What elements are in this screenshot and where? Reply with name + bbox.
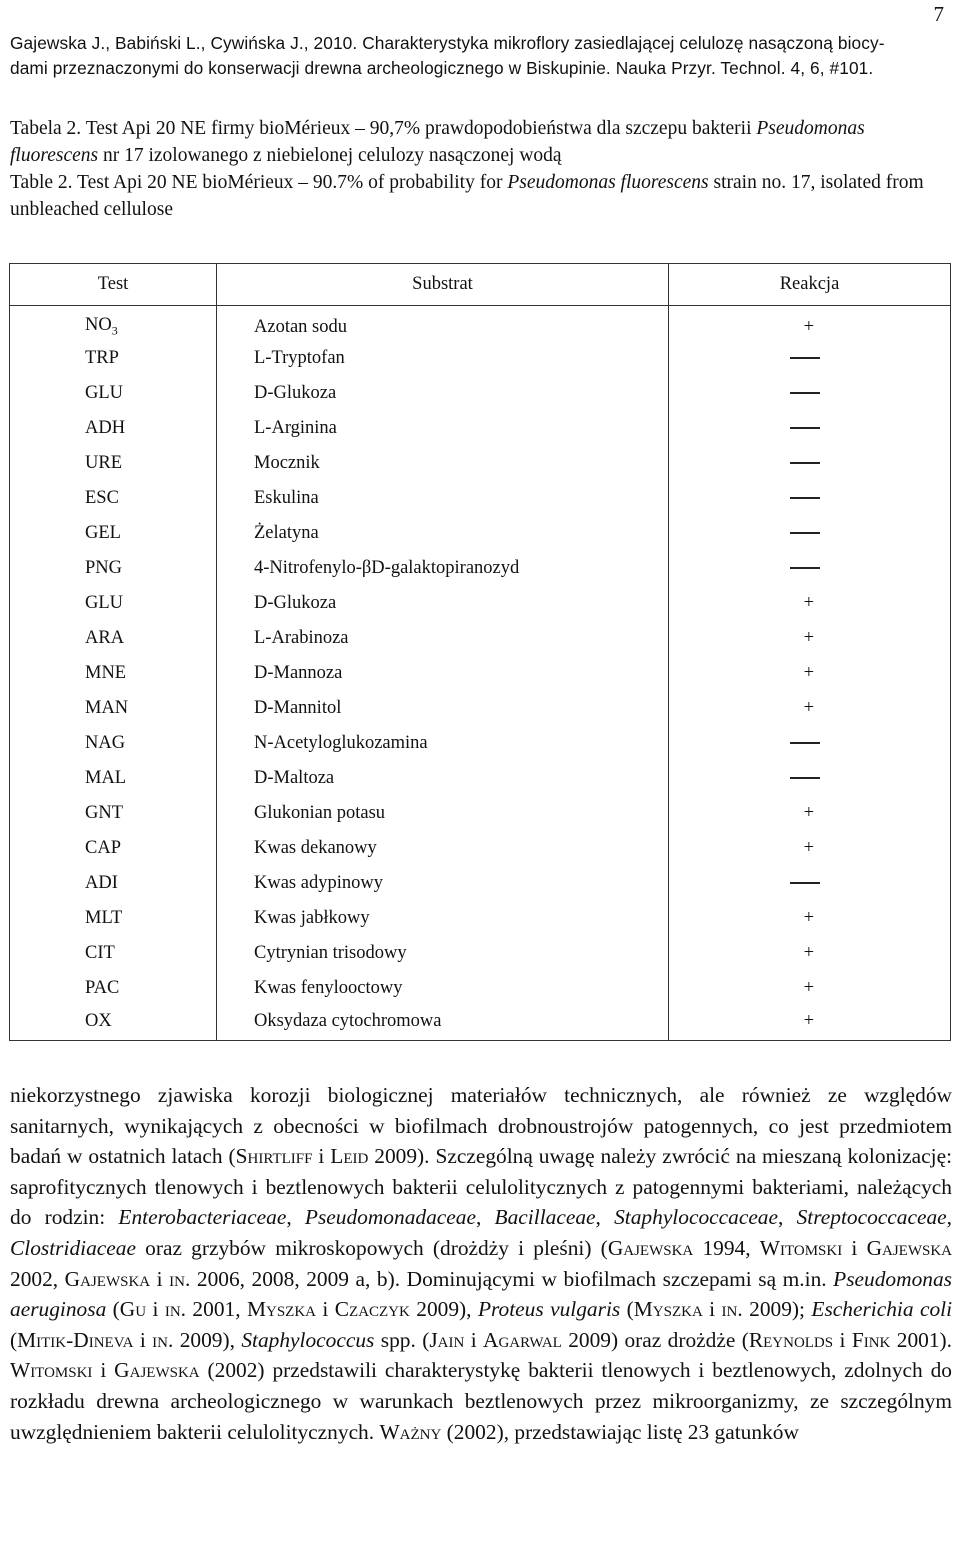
table-row bbox=[10, 481, 951, 516]
reaction-positive: + bbox=[803, 837, 814, 858]
table-row bbox=[10, 726, 951, 761]
reaction-positive: + bbox=[803, 942, 814, 963]
cell-test bbox=[10, 376, 217, 411]
cell-substrate: Mocznik bbox=[217, 446, 669, 481]
cell-substrate: Azotan sodu bbox=[217, 306, 669, 341]
table-row bbox=[10, 341, 951, 376]
cell-substrate: L-Tryptofan bbox=[217, 341, 669, 376]
header-test: Test bbox=[10, 264, 217, 306]
caption-pl-text-end: nr 17 izolowanego z niebielonej celulozy nasączonej wodą bbox=[98, 145, 562, 166]
reaction-negative bbox=[790, 567, 820, 569]
italic-term: Staphylococcus bbox=[241, 1327, 375, 1352]
header-reaction: Reakcja bbox=[669, 264, 951, 306]
page-number: 7 bbox=[933, 2, 944, 26]
test-code: MAL bbox=[85, 767, 127, 788]
author-name: in bbox=[721, 1297, 738, 1322]
italic-term: Proteus vulgaris bbox=[477, 1297, 621, 1322]
author-name: in bbox=[152, 1327, 168, 1352]
cell-test bbox=[10, 726, 217, 761]
cell-reaction bbox=[669, 656, 951, 691]
table-row bbox=[10, 621, 951, 656]
table-row bbox=[10, 446, 951, 481]
cell-reaction bbox=[669, 516, 951, 551]
author-name: Jain bbox=[429, 1327, 465, 1352]
italic-term: Pseudomonadaceae bbox=[304, 1205, 476, 1230]
table-row bbox=[10, 516, 951, 551]
text-run: 2009). Szczególną uwagę należy zwrócić na mieszaną kolonizację: saprofitycznych tlenowych i beztlenowych bakterii celulolitycznych z patogennymi bakteriami, należących do rodzin: bbox=[10, 1144, 953, 1230]
test-code: PAC bbox=[85, 977, 120, 998]
cell-substrate: Kwas jabłkowy bbox=[217, 901, 669, 936]
text-run: (2002) przedstawili charakterystykę bakterii tlenowych i beztlenowych, zdolnych do rozkładu drewna archeologicznego w warunkach beztlenowych przez mikroorganizmy, ze szczególnym uwzględnieniem bakterii celulolitycznych. bbox=[10, 1358, 952, 1444]
text-run: . 2001, bbox=[180, 1297, 247, 1322]
text-run: , bbox=[286, 1205, 305, 1230]
cell-substrate: N-Acetyloglukozamina bbox=[217, 726, 669, 761]
author-name: Gajewska bbox=[607, 1235, 694, 1260]
table-row bbox=[10, 411, 951, 446]
author-name: Myszka bbox=[633, 1297, 703, 1322]
text-run: . 2006, 2008, 2009 a, b). Dominującymi w biofilmach szczepami są m.in. bbox=[184, 1266, 834, 1291]
author-name: Czaczyk bbox=[334, 1297, 410, 1322]
table-body bbox=[10, 306, 951, 1041]
author-name: in bbox=[164, 1297, 181, 1322]
italic-term: Clostridiaceae bbox=[10, 1235, 136, 1260]
author-name: Shirtliff bbox=[235, 1144, 313, 1169]
test-code: NO bbox=[85, 315, 112, 336]
italic-term: Streptococcaceae bbox=[796, 1205, 947, 1230]
test-code: GLU bbox=[85, 592, 124, 613]
cell-substrate: Cytrynian trisodowy bbox=[217, 936, 669, 971]
cell-test bbox=[10, 761, 217, 796]
cell-reaction bbox=[669, 481, 951, 516]
text-run: i bbox=[842, 1235, 867, 1260]
author-name: Agarwal bbox=[483, 1327, 562, 1352]
table-row bbox=[10, 866, 951, 901]
table-row bbox=[10, 796, 951, 831]
cell-test bbox=[10, 586, 217, 621]
reaction-positive: + bbox=[803, 697, 814, 718]
text-run: 2009) oraz drożdże ( bbox=[561, 1327, 749, 1352]
text-run: i bbox=[464, 1327, 484, 1352]
running-header bbox=[10, 31, 940, 81]
cell-substrate: D-Mannoza bbox=[217, 656, 669, 691]
cell-test bbox=[10, 656, 217, 691]
caption-english bbox=[10, 169, 955, 223]
cell-test bbox=[10, 691, 217, 726]
cell-substrate: Oksydaza cytochromowa bbox=[217, 1006, 669, 1041]
cell-reaction bbox=[669, 551, 951, 586]
cell-test bbox=[10, 621, 217, 656]
header-line-1: Gajewska J., Babiński L., Cywińska J., 2010. Charakterystyka mikroflory zasiedlającej celulozę nasączoną biocy- bbox=[10, 33, 885, 53]
italic-term: Enterobacteriaceae bbox=[118, 1205, 287, 1230]
cell-test bbox=[10, 341, 217, 376]
cell-test bbox=[10, 516, 217, 551]
table-row bbox=[10, 656, 951, 691]
cell-reaction bbox=[669, 586, 951, 621]
test-code: ADI bbox=[85, 872, 118, 893]
reaction-negative bbox=[790, 357, 820, 359]
author-name: Reynolds bbox=[748, 1327, 834, 1352]
cell-test bbox=[10, 481, 217, 516]
api-test-table bbox=[9, 263, 951, 1041]
cell-reaction bbox=[669, 726, 951, 761]
caption-en-text: Table 2. Test Api 20 NE bioMérieux – 90.7% of probability for bbox=[10, 172, 508, 193]
italic-term: Staphylococcaceae bbox=[614, 1205, 779, 1230]
text-run: , bbox=[475, 1205, 495, 1230]
cell-substrate: Eskulina bbox=[217, 481, 669, 516]
cell-test bbox=[10, 551, 217, 586]
text-run: 2009), bbox=[409, 1297, 478, 1322]
italic-term: Escherichia coli bbox=[811, 1297, 953, 1322]
text-run: i bbox=[150, 1266, 170, 1291]
cell-test bbox=[10, 411, 217, 446]
cell-substrate: D-Glukoza bbox=[217, 376, 669, 411]
text-run: i bbox=[312, 1144, 331, 1169]
caption-pl-text: Tabela 2. Test Api 20 NE firmy bioMérieux – 90,7% prawdopodobieństwa dla szczepu bakterii bbox=[10, 118, 757, 139]
author-name: Gajewska bbox=[64, 1266, 151, 1291]
cell-test bbox=[10, 971, 217, 1006]
table-row bbox=[10, 761, 951, 796]
text-run: ( bbox=[10, 1327, 18, 1352]
author-name: Ważny bbox=[379, 1419, 442, 1444]
header-line-2: dami przeznaczonymi do konserwacji drewna archeologicznego w Biskupinie. Nauka Przyr. Technol. 4, 6, #101. bbox=[10, 58, 874, 78]
reaction-negative bbox=[790, 777, 820, 779]
author-name: Witomski bbox=[10, 1358, 93, 1383]
text-run: i bbox=[92, 1358, 115, 1383]
author-name: Leid bbox=[330, 1144, 369, 1169]
table-row bbox=[10, 691, 951, 726]
test-code: URE bbox=[85, 452, 122, 473]
caption-en-species: Pseudomonas fluorescens bbox=[507, 172, 709, 193]
text-run: , bbox=[778, 1205, 797, 1230]
text-run: , bbox=[595, 1205, 615, 1230]
cell-reaction bbox=[669, 901, 951, 936]
reaction-positive: + bbox=[803, 907, 814, 928]
test-code: MNE bbox=[85, 662, 127, 683]
reaction-positive: + bbox=[803, 316, 814, 337]
caption-en-text-end: strain no. 17, isolated from unbleached cellulose bbox=[10, 172, 924, 220]
reaction-positive: + bbox=[803, 662, 814, 683]
cell-test bbox=[10, 866, 217, 901]
text-run: i bbox=[833, 1327, 852, 1352]
cell-substrate: L-Arabinoza bbox=[217, 621, 669, 656]
text-run: 2001). bbox=[890, 1327, 953, 1352]
text-run: i bbox=[316, 1297, 335, 1322]
text-run: niekorzystnego zjawiska korozji biologicznej materiałów technicznych, ale również ze względów sanitarnych, wynikających z obecności w biofilmach drobnoustrojów patogennych, co jest przedmiotem badań w ostatnich latach ( bbox=[10, 1083, 952, 1169]
cell-substrate: Kwas fenylooctowy bbox=[217, 971, 669, 1006]
reaction-positive: + bbox=[803, 592, 814, 613]
cell-substrate: Żelatyna bbox=[217, 516, 669, 551]
reaction-positive: + bbox=[803, 627, 814, 648]
text-run: i bbox=[146, 1297, 165, 1322]
cell-test bbox=[10, 831, 217, 866]
table-caption bbox=[10, 115, 955, 223]
test-code: GNT bbox=[85, 802, 124, 823]
cell-reaction bbox=[669, 376, 951, 411]
reaction-negative bbox=[790, 742, 820, 744]
table-row bbox=[10, 586, 951, 621]
test-code: ESC bbox=[85, 487, 119, 508]
cell-reaction bbox=[669, 621, 951, 656]
test-code: GLU bbox=[85, 382, 124, 403]
cell-test bbox=[10, 306, 217, 341]
table-row bbox=[10, 306, 951, 341]
test-code: OX bbox=[85, 1011, 112, 1032]
cell-reaction bbox=[669, 971, 951, 1006]
table-row bbox=[10, 971, 951, 1006]
author-name: Gu bbox=[119, 1297, 147, 1322]
author-name: Mitik-Dineva bbox=[17, 1327, 134, 1352]
table-row bbox=[10, 831, 951, 866]
test-code: CIT bbox=[85, 942, 115, 963]
cell-reaction bbox=[669, 796, 951, 831]
reaction-negative bbox=[790, 392, 820, 394]
reaction-positive: + bbox=[803, 1011, 814, 1032]
text-run: ( bbox=[620, 1297, 634, 1322]
cell-reaction bbox=[669, 1006, 951, 1041]
caption-pl-species: Pseudomonas fluorescens bbox=[10, 118, 865, 166]
cell-reaction bbox=[669, 936, 951, 971]
reaction-negative bbox=[790, 427, 820, 429]
author-name: Myszka bbox=[246, 1297, 316, 1322]
cell-substrate: D-Mannitol bbox=[217, 691, 669, 726]
italic-term: Bacillaceae bbox=[494, 1205, 596, 1230]
cell-substrate: D-Maltoza bbox=[217, 761, 669, 796]
cell-test bbox=[10, 796, 217, 831]
text-run: oraz grzybów mikroskopowych (drożdży i pleśni) ( bbox=[135, 1235, 608, 1260]
author-name: Gajewska bbox=[866, 1235, 953, 1260]
reaction-negative bbox=[790, 462, 820, 464]
cell-reaction bbox=[669, 411, 951, 446]
text-run: 2002, bbox=[10, 1266, 65, 1291]
italic-term: Pseudomonas aeruginosa bbox=[10, 1266, 952, 1322]
text-run: i bbox=[702, 1297, 722, 1322]
table-header-row bbox=[10, 264, 951, 306]
reaction-positive: + bbox=[803, 802, 814, 823]
reaction-negative bbox=[790, 532, 820, 534]
reaction-negative bbox=[790, 497, 820, 499]
header-substrate: Substrat bbox=[217, 264, 669, 306]
author-name: Witomski bbox=[759, 1235, 843, 1260]
cell-reaction bbox=[669, 831, 951, 866]
cell-substrate: 4-Nitrofenylo-βD-galaktopiranozyd bbox=[217, 551, 669, 586]
test-code: GEL bbox=[85, 522, 121, 543]
table-row bbox=[10, 936, 951, 971]
text-run: i bbox=[133, 1327, 153, 1352]
table-row bbox=[10, 901, 951, 936]
cell-reaction bbox=[669, 306, 951, 341]
text-run: 1994, bbox=[693, 1235, 760, 1260]
cell-test bbox=[10, 901, 217, 936]
cell-substrate: Glukonian potasu bbox=[217, 796, 669, 831]
test-code-subscript: 3 bbox=[111, 324, 118, 339]
cell-substrate: Kwas adypinowy bbox=[217, 866, 669, 901]
reaction-negative bbox=[790, 882, 820, 884]
test-code: PNG bbox=[85, 557, 123, 578]
cell-reaction bbox=[669, 341, 951, 376]
table-row bbox=[10, 551, 951, 586]
test-code: NAG bbox=[85, 732, 126, 753]
body-paragraph bbox=[10, 1080, 952, 1447]
author-name: in bbox=[169, 1266, 185, 1291]
author-name: Fink bbox=[851, 1327, 891, 1352]
text-run: . 2009); bbox=[737, 1297, 812, 1322]
author-name: Gajewska bbox=[114, 1358, 200, 1383]
test-code: MLT bbox=[85, 907, 123, 928]
text-run: , bbox=[946, 1205, 953, 1230]
test-code: ARA bbox=[85, 627, 125, 648]
cell-test bbox=[10, 1006, 217, 1041]
cell-reaction bbox=[669, 866, 951, 901]
cell-test bbox=[10, 936, 217, 971]
text-run: . 2009), bbox=[167, 1327, 242, 1352]
test-code: TRP bbox=[85, 347, 119, 368]
cell-substrate: D-Glukoza bbox=[217, 586, 669, 621]
table-row bbox=[10, 376, 951, 411]
text-run: ( bbox=[106, 1297, 120, 1322]
cell-reaction bbox=[669, 691, 951, 726]
text-run: spp. ( bbox=[374, 1327, 430, 1352]
caption-polish bbox=[10, 115, 955, 169]
test-code: CAP bbox=[85, 837, 121, 858]
table-row bbox=[10, 1006, 951, 1041]
cell-substrate: Kwas dekanowy bbox=[217, 831, 669, 866]
test-code: MAN bbox=[85, 697, 129, 718]
test-code: ADH bbox=[85, 417, 126, 438]
text-run: (2002), przedstawiając listę 23 gatunków bbox=[441, 1419, 799, 1444]
cell-reaction bbox=[669, 761, 951, 796]
cell-reaction bbox=[669, 446, 951, 481]
cell-test bbox=[10, 446, 217, 481]
cell-substrate: L-Arginina bbox=[217, 411, 669, 446]
reaction-positive: + bbox=[803, 977, 814, 998]
